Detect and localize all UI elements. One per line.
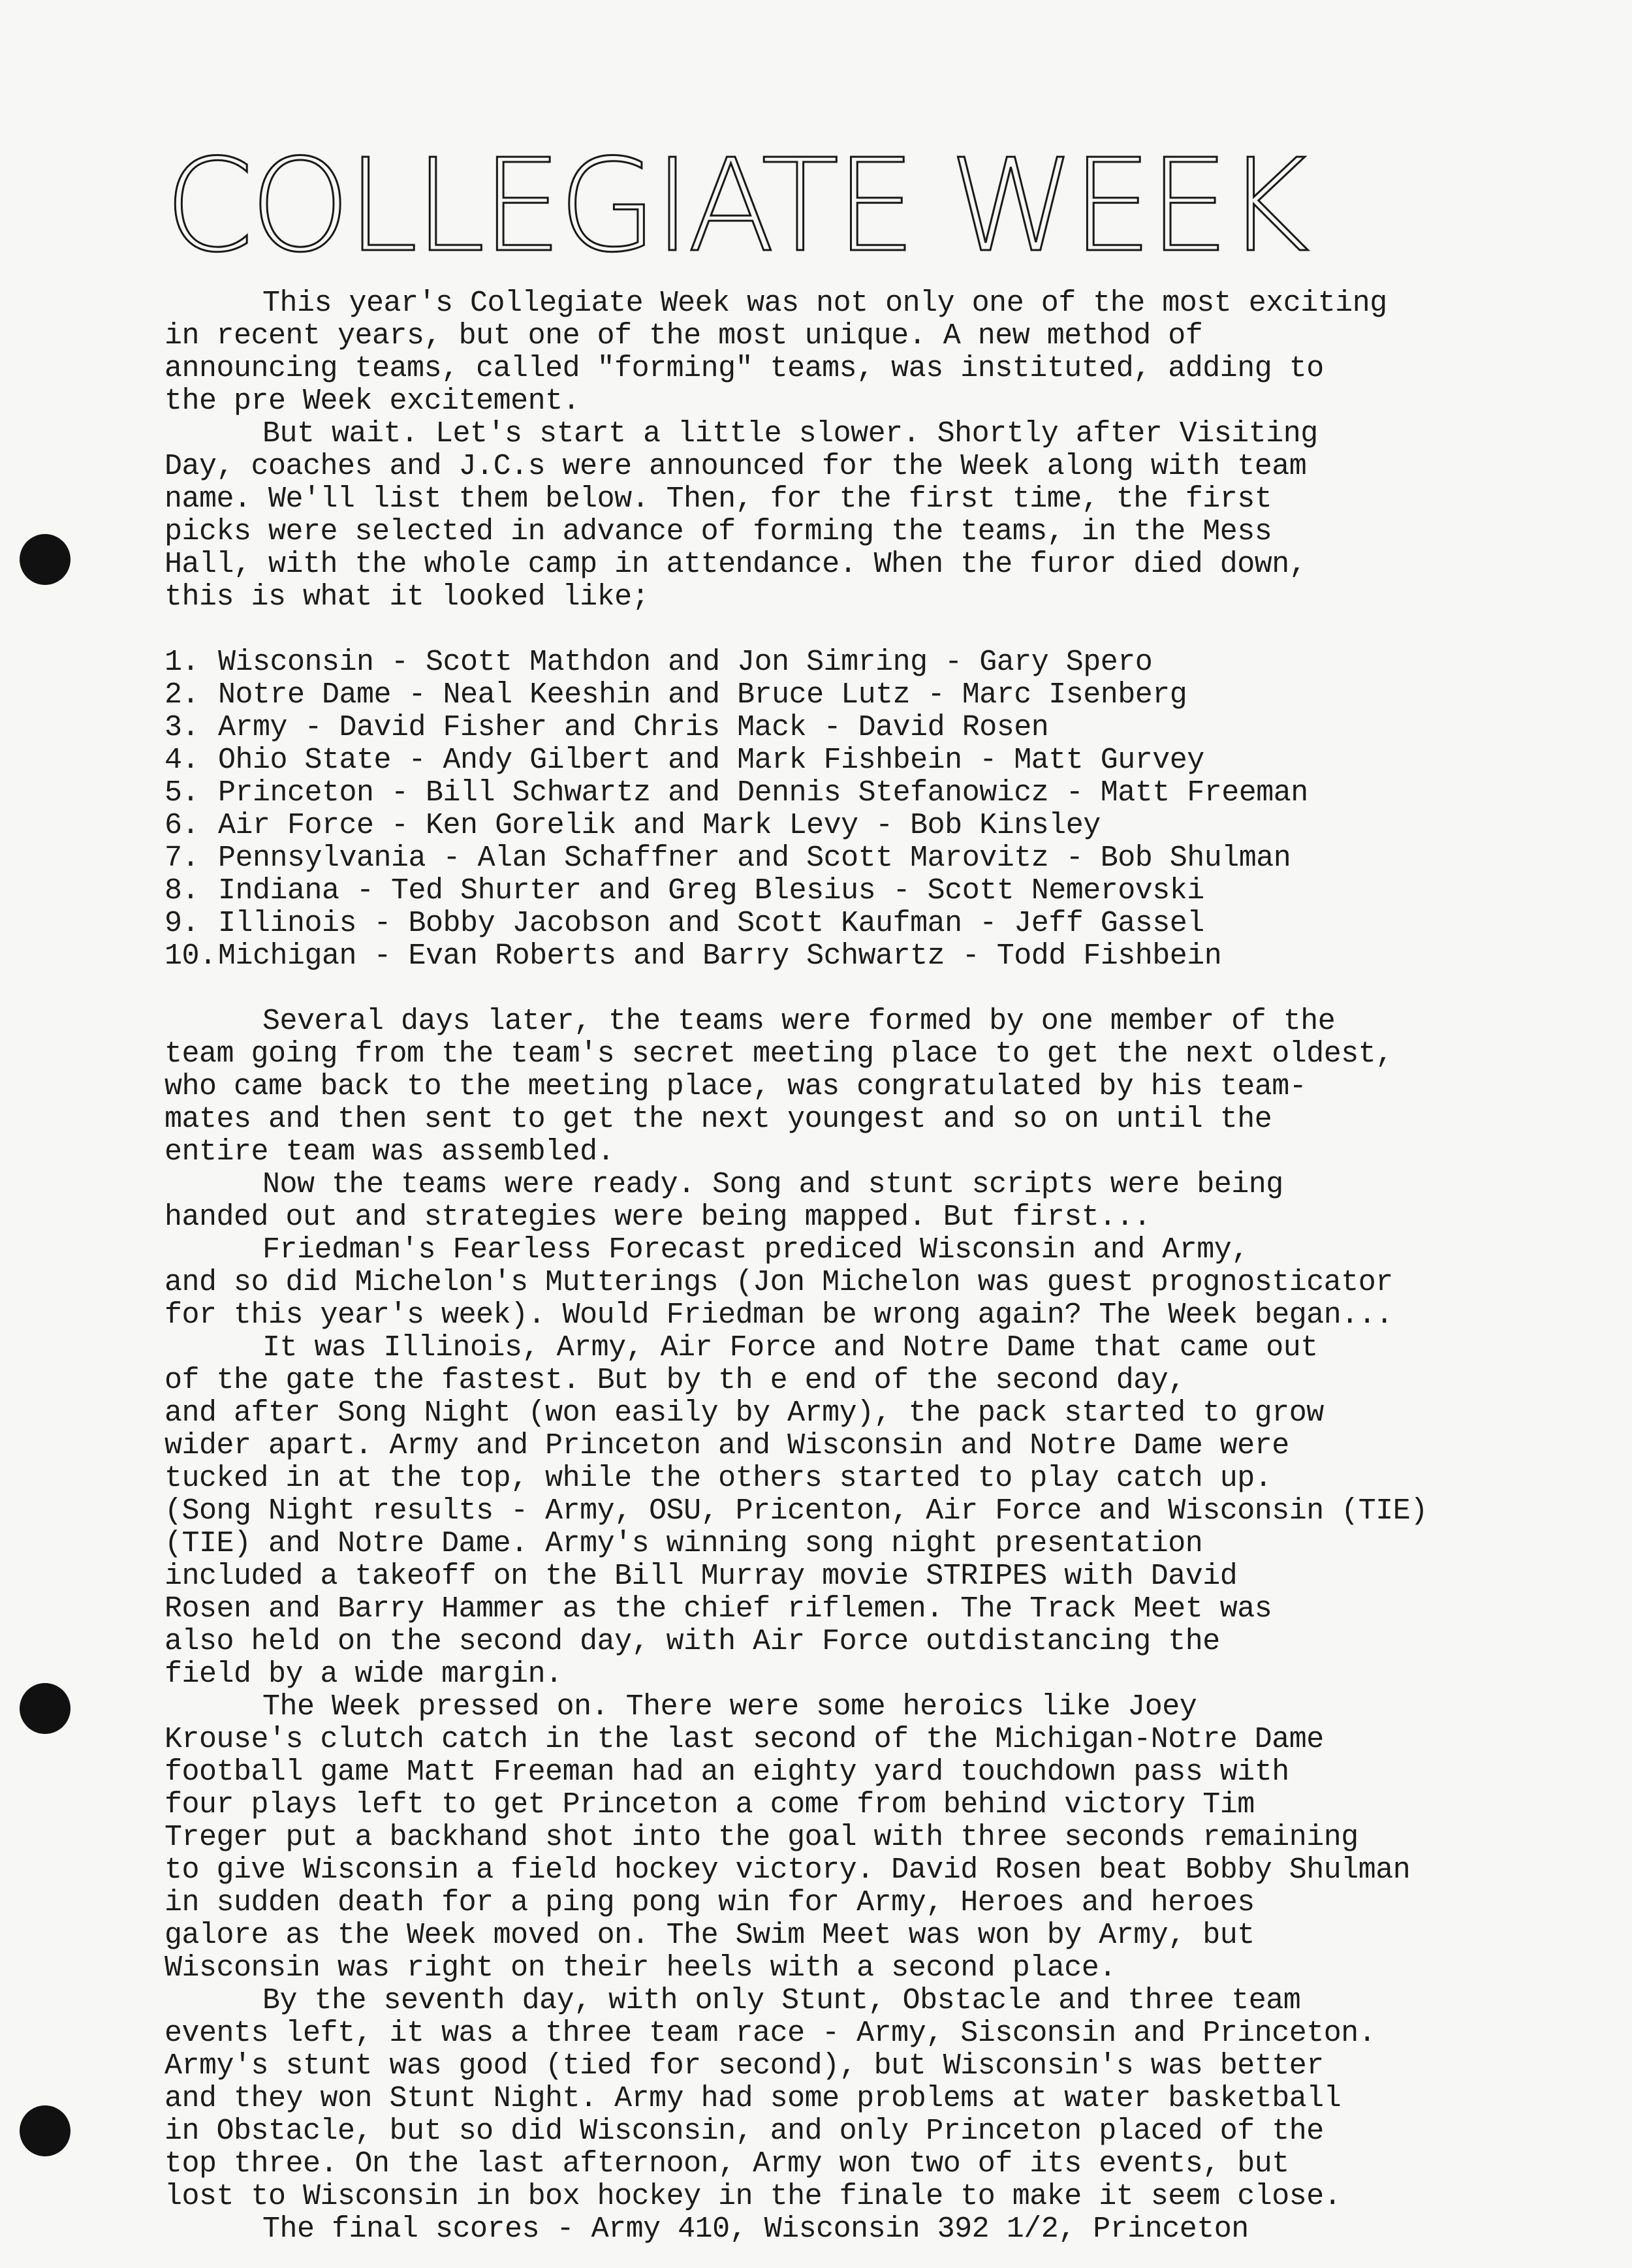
spacer	[165, 973, 1575, 1005]
paragraph: Now the teams were ready. Song and stunt scripts were being handed out and strategies were being mapped. But first...	[165, 1168, 1283, 1234]
list-item	[165, 842, 1575, 875]
team-entry: Princeton - Bill Schwartz and Dennis Stefanowicz - Matt Freeman	[218, 776, 1308, 810]
list-item	[165, 744, 1575, 777]
paragraph: This year's Collegiate Week was not only one of the most exciting in recent years, but one of the most unique. A new method of announcing teams, called "forming" teams, was instituted, adding to the pre Week excitement.	[165, 287, 1387, 418]
paragraph: Several days later, the teams were formed by one member of the team going from the team's secret meeting place to get the next oldest, who came back to the meeting place, was congratulated by his team- mates and then sent to get the next youngest and so on until the entire team was assembled.	[165, 1005, 1393, 1169]
spacer	[165, 614, 1575, 646]
binder-hole	[20, 1683, 71, 1734]
list-item	[165, 679, 1575, 712]
paragraph: The Week pressed on. There were some heroics like Joey Krouse's clutch catch in the last second of the Michigan-Notre Dame football game Matt Freeman had an eighty yard touchdown pass with four plays left to get Princeton a come from behind victory Tim Treger put a backhand shot into the goal with three seconds remaining to give Wisconsin a field hockey victory. David Rosen beat Bobby Shulman in sudden death for a ping pong win for Army, Heroes and heroes galore as the Week moved on. The Swim Meet was won by Army, but Wisconsin was right on their heels with a second place.	[165, 1690, 1411, 1985]
team-entry: Indiana - Ted Shurter and Greg Blesius - Scott Nemerovski	[218, 874, 1204, 907]
binder-hole	[20, 534, 71, 585]
list-number: 8.	[165, 874, 200, 907]
list-item	[165, 810, 1575, 842]
article-body	[165, 287, 1575, 2246]
list-item	[165, 646, 1575, 679]
list-number: 3.	[165, 711, 200, 744]
paragraph: By the seventh day, with only Stunt, Obstacle and three team events left, it was a three team race - Army, Sisconsin and Princeton. Army's stunt was good (tied for second), but Wisconsin's was better and they won Stunt Night. Army had some problems at water basketball in Obstacle, but so did Wisconsin, and only Princeton placed of the top three. On the last afternoon, Army won two of its events, but lost to Wisconsin in box hockey in the finale to make it seem close.	[165, 1984, 1376, 2213]
team-entry: Notre Dame - Neal Keeshin and Bruce Lutz - Marc Isenberg	[218, 678, 1187, 712]
list-item	[165, 712, 1575, 744]
list-number: 9.	[165, 907, 200, 940]
binder-hole	[20, 2105, 71, 2156]
list-item	[165, 907, 1575, 940]
team-entry: Michigan - Evan Roberts and Barry Schwartz - Todd Fishbein	[218, 939, 1222, 973]
team-entry: Air Force - Ken Gorelik and Mark Levy - Bob Kinsley	[218, 809, 1101, 842]
paragraph: But wait. Let's start a little slower. Shortly after Visiting Day, coaches and J.C.s were announced for the Week along with team name. We'll list them below. Then, for the first time, the first picks were selected in advance of forming the teams, in the Mess Hall, with the whole camp in attendance. When the furor died down, this is what it looked like;	[165, 417, 1318, 614]
paragraph: Friedman's Fearless Forecast prediced Wisconsin and Army, and so did Michelon's Mutterings (Jon Michelon was guest prognosticator for this year's week). Would Friedman be wrong again? The Week began...	[165, 1233, 1393, 1332]
list-number: 4.	[165, 744, 200, 777]
team-entry: Ohio State - Andy Gilbert and Mark Fishbein - Matt Gurvey	[218, 744, 1204, 777]
paragraph: It was Illinois, Army, Air Force and Notre Dame that came out of the gate the fastest. But by th e end of the second day, and after Song Night (won easily by Army), the pack started to grow wider apart. Army and Princeton and Wisconsin and Notre Dame were tucked in at the top, while the others started to play catch up. (Song Night results - Army, OSU, Pricenton, Air Force and Wisconsin (TIE) (TIE) and Notre Dame. Army's winning song night presentation included a takeoff on the Bill Murray movie STRIPES with David Rosen and Barry Hammer as the chief riflemen. The Track Meet was also held on the second day, with Air Force outdistancing the field by a wide margin.	[165, 1331, 1428, 1691]
list-number: 1.	[165, 646, 200, 679]
page-title: COLLEGIATE WEEK	[165, 132, 1306, 281]
team-entry: Pennsylvania - Alan Schaffner and Scott Marovitz - Bob Shulman	[218, 842, 1291, 875]
list-number: 2.	[165, 678, 200, 712]
list-item	[165, 875, 1575, 907]
list-item	[165, 777, 1575, 810]
paragraph: The final scores - Army 410, Wisconsin 392 1/2, Princeton	[262, 2213, 1249, 2246]
team-list	[165, 646, 1575, 973]
list-number: 5.	[165, 776, 200, 810]
team-entry: Wisconsin - Scott Mathdon and Jon Simring - Gary Spero	[218, 646, 1153, 679]
team-entry: Illinois - Bobby Jacobson and Scott Kaufman - Jeff Gassel	[218, 907, 1204, 940]
list-item	[165, 940, 1575, 973]
team-entry: Army - David Fisher and Chris Mack - David Rosen	[218, 711, 1049, 744]
list-number: 6.	[165, 809, 200, 842]
list-number: 10.	[165, 939, 217, 973]
list-number: 7.	[165, 842, 200, 875]
